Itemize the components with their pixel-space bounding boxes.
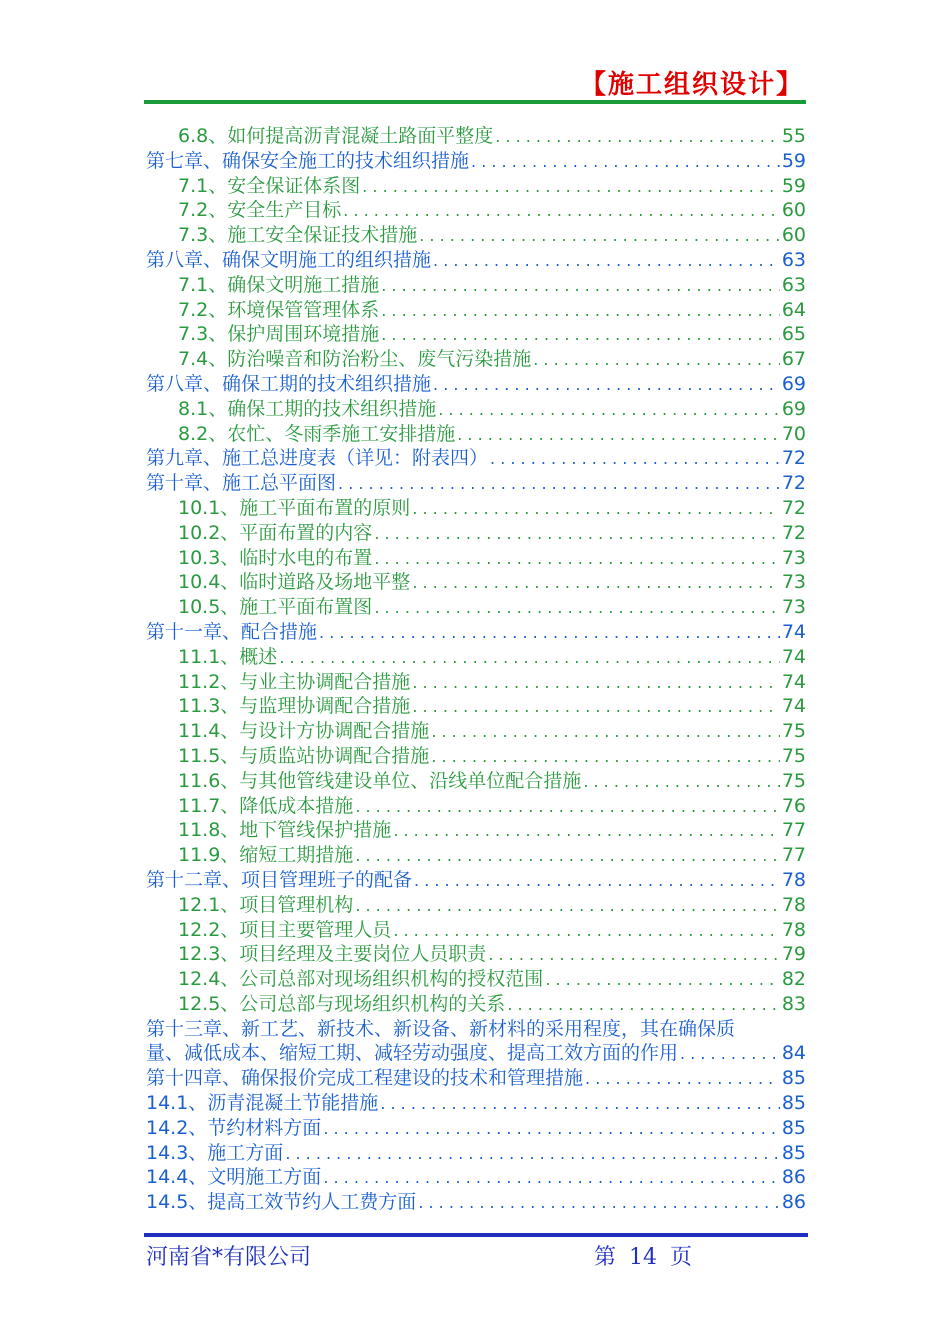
toc-leader-dots <box>583 770 780 794</box>
toc-entry-page-number: 64 <box>781 298 806 321</box>
toc-entry-page-number: 86 <box>781 1191 806 1214</box>
toc-entry-title: 11.9、缩短工期措施 <box>178 844 354 867</box>
toc-entry-page-number: 78 <box>781 918 806 941</box>
toc-entry[interactable] <box>146 446 806 471</box>
toc-leader-dots <box>380 1092 780 1116</box>
toc-leader-dots <box>533 348 780 372</box>
toc-leader-dots <box>374 522 780 546</box>
toc-leader-dots <box>507 993 780 1017</box>
toc-entry-title: 第七章、确保安全施工的技术组织措施 <box>146 149 470 172</box>
toc-entry-title: 11.5、与质监站协调配合措施 <box>178 744 430 767</box>
toc-leader-dots <box>495 125 780 149</box>
toc-entry-page-number: 69 <box>781 397 806 420</box>
toc-entry-page-number: 55 <box>781 125 806 147</box>
toc-entry-page-number: 72 <box>781 447 806 470</box>
toc-entry[interactable] <box>146 546 806 571</box>
toc-entry-title: 10.1、施工平面布置的原则 <box>178 496 411 519</box>
toc-entry[interactable] <box>146 298 806 323</box>
toc-entry-title: 10.2、平面布置的内容 <box>178 521 373 544</box>
toc-leader-dots <box>431 745 780 769</box>
toc-entry[interactable] <box>146 273 806 298</box>
toc-leader-dots <box>323 1117 780 1141</box>
toc-entry-title: 12.5、公司总部与现场组织机构的关系 <box>178 992 506 1015</box>
toc-leader-dots <box>319 621 780 645</box>
toc-entry-page-number: 85 <box>781 1092 806 1115</box>
toc-entry-title: 8.2、农忙、冬雨季施工安排措施 <box>178 422 456 445</box>
toc-entry-title: 12.2、项目主要管理人员 <box>178 918 392 941</box>
toc-entry[interactable] <box>146 1116 806 1141</box>
toc-entry[interactable] <box>146 471 806 496</box>
document-header-title: 【施工组织设计】 <box>579 70 804 100</box>
footer-company-name: 河南省*有限公司 <box>146 1245 312 1270</box>
toc-entry-title: 7.1、安全保证体系图 <box>178 174 361 197</box>
toc-entry-title: 第十四章、确保报价完成工程建设的技术和管理措施 <box>146 1067 584 1090</box>
toc-entry-page-number: 59 <box>781 174 806 197</box>
toc-leader-dots <box>488 943 780 967</box>
toc-entry[interactable] <box>146 694 806 719</box>
toc-entry-title: 10.5、施工平面布置图 <box>178 596 373 619</box>
toc-leader-dots <box>393 819 780 843</box>
toc-entry-page-number: 82 <box>781 968 806 991</box>
toc-leader-dots <box>431 720 780 744</box>
toc-entry[interactable] <box>146 223 806 248</box>
toc-entry[interactable] <box>146 1165 806 1190</box>
toc-entry[interactable] <box>146 645 806 670</box>
toc-entry-title: 11.2、与业主协调配合措施 <box>178 670 411 693</box>
toc-leader-dots <box>412 571 780 595</box>
toc-leader-dots <box>419 224 780 248</box>
toc-entry-page-number: 72 <box>781 496 806 519</box>
toc-entry[interactable] <box>146 124 806 149</box>
footer-divider <box>144 1233 808 1237</box>
toc-entry-page-number: 69 <box>781 372 806 395</box>
toc-entry-page-number: 77 <box>781 819 806 842</box>
toc-entry-title: 11.7、降低成本措施 <box>178 794 354 817</box>
toc-leader-dots <box>323 1166 780 1190</box>
toc-entry-page-number: 86 <box>781 1166 806 1189</box>
toc-leader-dots <box>585 1067 780 1091</box>
toc-entry-title: 14.4、文明施工方面 <box>146 1166 322 1189</box>
toc-entry-title: 第八章、确保工期的技术组织措施 <box>146 372 432 395</box>
toc-entry[interactable] <box>146 397 806 422</box>
toc-entry[interactable] <box>146 992 806 1017</box>
toc-leader-dots <box>355 795 780 819</box>
toc-entry-page-number: 67 <box>781 348 806 371</box>
toc-leader-dots <box>381 274 780 298</box>
toc-entry[interactable] <box>146 198 806 223</box>
toc-entry-title: 8.1、确保工期的技术组织措施 <box>178 397 437 420</box>
toc-entry-page-number: 72 <box>781 521 806 544</box>
toc-entry-title: 10.3、临时水电的布置 <box>178 546 373 569</box>
toc-leader-dots <box>338 472 780 496</box>
toc-entry-title: 14.5、提高工效节约人工费方面 <box>146 1191 417 1214</box>
toc-entry-page-number: 74 <box>781 695 806 718</box>
toc-entry-page-number: 73 <box>781 596 806 619</box>
toc-entry[interactable] <box>146 149 806 174</box>
toc-leader-dots <box>545 968 780 992</box>
toc-leader-dots <box>381 323 780 347</box>
toc-entry-title: 7.4、防治噪音和防治粉尘、废气污染措施 <box>178 348 532 371</box>
toc-entry-title: 12.3、项目经理及主要岗位人员职责 <box>178 943 487 966</box>
toc-entry-title: 10.4、临时道路及场地平整 <box>178 571 411 594</box>
toc-entry-title: 12.1、项目管理机构 <box>178 893 354 916</box>
toc-entry-title: 第十一章、配合措施 <box>146 620 318 643</box>
toc-leader-dots <box>433 373 780 397</box>
toc-entry-title: 14.3、施工方面 <box>146 1141 284 1164</box>
toc-entry[interactable] <box>146 248 806 273</box>
toc-entry-page-number: 75 <box>781 769 806 792</box>
toc-entry-title: 7.3、施工安全保证技术措施 <box>178 224 418 247</box>
toc-entry-title: 7.2、安全生产目标 <box>178 199 342 222</box>
toc-entry-page-number: 74 <box>781 670 806 693</box>
toc-entry[interactable] <box>146 670 806 695</box>
toc-entry[interactable] <box>146 322 806 347</box>
toc-leader-dots <box>374 596 780 620</box>
toc-entry[interactable] <box>146 372 806 397</box>
toc-entry-page-number: 85 <box>781 1067 806 1090</box>
toc-entry-page-number: 74 <box>781 645 806 668</box>
toc-leader-dots <box>490 447 780 471</box>
toc-entry-title: 14.2、节约材料方面 <box>146 1116 322 1139</box>
toc-entry[interactable] <box>146 521 806 546</box>
toc-entry[interactable] <box>146 1091 806 1116</box>
toc-leader-dots <box>412 671 780 695</box>
toc-entry-page-number: 70 <box>781 422 806 445</box>
toc-leader-dots <box>393 919 780 943</box>
toc-leader-dots <box>279 646 780 670</box>
header-divider <box>144 100 806 104</box>
toc-entry-title: 11.1、概述 <box>178 645 278 668</box>
toc-entry-page-number: 85 <box>781 1116 806 1139</box>
toc-entry[interactable] <box>146 174 806 199</box>
toc-entry-page-number: 73 <box>781 546 806 569</box>
toc-entry[interactable] <box>146 719 806 744</box>
toc-entry-page-number: 78 <box>781 893 806 916</box>
toc-leader-dots <box>418 1191 780 1215</box>
toc-leader-dots <box>381 299 780 323</box>
toc-entry-page-number: 85 <box>781 1141 806 1164</box>
toc-entry[interactable] <box>146 794 806 819</box>
toc-leader-dots <box>343 199 780 223</box>
toc-entry[interactable] <box>146 422 806 447</box>
toc-entry-title: 第十三章、新工艺、新技术、新设备、新材料的采用程度，其在确保质 <box>146 1017 736 1040</box>
toc-entry[interactable] <box>146 1041 806 1066</box>
toc-entry-page-number: 75 <box>781 720 806 743</box>
toc-entry-page-number: 74 <box>781 620 806 643</box>
toc-entry-page-number: 75 <box>781 744 806 767</box>
toc-entry-title: 量、减低成本、缩短工期、减轻劳动强度、提高工效方面的作用 <box>146 1042 679 1065</box>
toc-entry-page-number: 65 <box>781 323 806 346</box>
toc-entry[interactable] <box>146 942 806 967</box>
toc-leader-dots <box>414 869 780 893</box>
toc-leader-dots <box>374 547 780 571</box>
toc-leader-dots <box>355 894 780 918</box>
toc-entry-title: 第九章、施工总进度表（详见：附表四） <box>146 447 489 470</box>
toc-entry-title: 11.3、与监理协调配合措施 <box>178 695 411 718</box>
toc-entry-page-number: 83 <box>781 992 806 1015</box>
toc-entry-page-number: 63 <box>781 273 806 296</box>
toc-leader-dots <box>285 1142 780 1166</box>
toc-entry-page-number: 78 <box>781 868 806 891</box>
toc-entry-title: 6.8、如何提高沥青混凝土路面平整度 <box>178 125 494 147</box>
toc-leader-dots <box>457 423 780 447</box>
toc-entry[interactable] <box>146 918 806 943</box>
toc-entry-title: 12.4、公司总部对现场组织机构的授权范围 <box>178 968 544 991</box>
toc-entry[interactable] <box>146 744 806 769</box>
toc-entry[interactable] <box>146 893 806 918</box>
toc-entry-title: 11.6、与其他管线建设单位、沿线单位配合措施 <box>178 769 582 792</box>
toc-entry-title: 11.4、与设计方协调配合措施 <box>178 720 430 743</box>
toc-entry-title: 7.1、确保文明施工措施 <box>178 273 380 296</box>
toc-leader-dots <box>438 398 780 422</box>
toc-entry[interactable] <box>146 1017 806 1042</box>
toc-entry[interactable] <box>146 570 806 595</box>
table-of-contents <box>146 124 806 1215</box>
toc-entry[interactable] <box>146 843 806 868</box>
toc-entry[interactable] <box>146 347 806 372</box>
toc-entry-title: 第八章、确保文明施工的组织措施 <box>146 248 432 271</box>
toc-entry[interactable] <box>146 769 806 794</box>
toc-entry[interactable] <box>146 1066 806 1091</box>
toc-entry-page-number: 77 <box>781 844 806 867</box>
toc-leader-dots <box>433 249 780 273</box>
toc-entry-page-number: 76 <box>781 794 806 817</box>
toc-entry-title: 14.1、沥青混凝土节能措施 <box>146 1092 379 1115</box>
toc-entry[interactable] <box>146 1190 806 1215</box>
toc-entry[interactable] <box>146 1141 806 1166</box>
toc-entry-title: 11.8、地下管线保护措施 <box>178 819 392 842</box>
toc-entry-title: 7.3、保护周围环境措施 <box>178 323 380 346</box>
toc-entry-page-number: 63 <box>781 248 806 271</box>
toc-entry[interactable] <box>146 818 806 843</box>
toc-entry-page-number: 72 <box>781 472 806 495</box>
toc-leader-dots <box>680 1042 780 1066</box>
toc-entry-page-number: 79 <box>781 943 806 966</box>
toc-entry-page-number: 60 <box>781 224 806 247</box>
toc-leader-dots <box>471 150 780 174</box>
toc-entry-page-number: 73 <box>781 571 806 594</box>
toc-entry-title: 7.2、环境保管管理体系 <box>178 298 380 321</box>
toc-entry-title: 第十二章、项目管理班子的配备 <box>146 868 413 891</box>
toc-entry[interactable] <box>146 620 806 645</box>
toc-leader-dots <box>412 497 780 521</box>
toc-entry[interactable] <box>146 595 806 620</box>
toc-entry-page-number: 84 <box>781 1042 806 1065</box>
toc-leader-dots <box>362 175 780 199</box>
toc-entry[interactable] <box>146 967 806 992</box>
toc-leader-dots <box>355 844 780 868</box>
toc-entry-page-number: 60 <box>781 199 806 222</box>
footer-page-number: 第 14 页 <box>594 1245 692 1270</box>
toc-entry[interactable] <box>146 868 806 893</box>
toc-entry-page-number: 59 <box>781 149 806 172</box>
toc-entry[interactable] <box>146 496 806 521</box>
toc-leader-dots <box>412 695 780 719</box>
toc-entry-title: 第十章、施工总平面图 <box>146 472 337 495</box>
